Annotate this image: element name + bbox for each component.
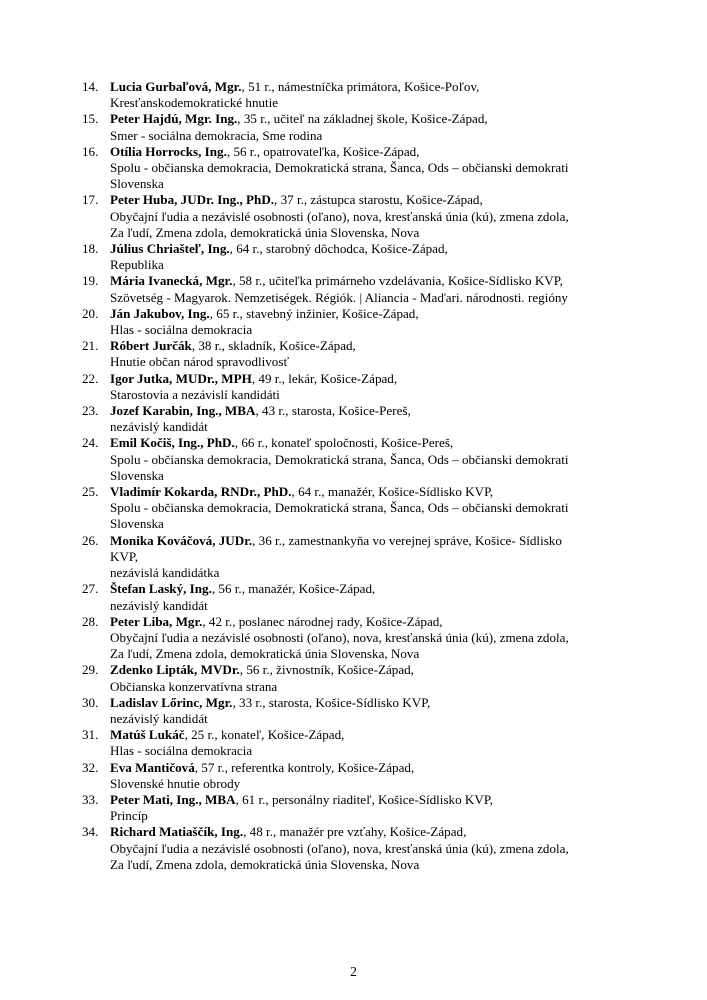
candidate-party-line: Hlas - sociálna demokracia <box>110 743 253 759</box>
candidate-entry <box>82 581 622 613</box>
candidate-entry <box>82 111 622 143</box>
candidate-name: Štefan Laský, Ing. <box>110 581 212 597</box>
candidate-list <box>82 79 622 873</box>
candidate-number: 26. <box>82 532 99 548</box>
candidate-number: 33. <box>82 791 99 807</box>
candidate-party-line: Spolu - občianska demokracia, Demokratická strana, Šanca, Ods – občianski demokrati <box>110 451 569 467</box>
candidate-details: , 66 r., konateľ spoločnosti, Košice-Pereš, <box>234 435 454 451</box>
candidate-number: 16. <box>82 143 99 159</box>
candidate-party-line: Občianska konzervatívna strana <box>110 678 278 694</box>
candidate-name: Vladimír Kokarda, RNDr., PhD. <box>110 484 292 500</box>
candidate-name: Zdenko Lipták, MVDr. <box>110 662 240 678</box>
candidate-details: , 64 r., manažér, Košice-Sídlisko KVP, <box>291 484 494 500</box>
candidate-party-line: Spolu - občianska demokracia, Demokratická strana, Šanca, Ods – občianski demokrati <box>110 160 569 176</box>
candidate-party-line: Slovenska <box>110 516 164 532</box>
candidate-number: 18. <box>82 241 99 257</box>
candidate-party-line: Slovenska <box>110 467 164 483</box>
candidate-party-line: Princíp <box>110 808 148 824</box>
candidate-details: , 48 r., manažér pre vzťahy, Košice-Západ, <box>243 824 467 840</box>
candidate-number: 24. <box>82 435 99 451</box>
page-number: 2 <box>350 964 357 979</box>
candidate-name: Monika Kováčová, JUDr. <box>110 532 253 548</box>
candidate-number: 21. <box>82 338 99 354</box>
candidate-first-line <box>110 727 622 743</box>
candidate-name: Igor Jutka, MUDr., MPH <box>110 370 252 386</box>
candidate-entry <box>82 144 622 193</box>
candidate-entry <box>82 371 622 403</box>
candidate-name: Eva Mantičová <box>110 759 195 775</box>
candidate-number: 30. <box>82 694 99 710</box>
candidate-entry <box>82 338 622 370</box>
candidate-party-line: nezávislá kandidátka <box>110 565 220 581</box>
candidate-number: 27. <box>82 581 99 597</box>
candidate-name: Peter Liba, Mgr. <box>110 613 203 629</box>
candidate-first-line <box>110 306 622 322</box>
candidate-details: , 37 r., zástupca starostu, Košice-Západ, <box>274 192 483 208</box>
candidate-details: , 42 r., poslanec národnej rady, Košice-Západ, <box>202 613 443 629</box>
candidate-first-line <box>110 792 622 808</box>
candidate-first-line <box>110 760 622 776</box>
candidate-name: Peter Mati, Ing., MBA <box>110 791 236 807</box>
candidate-name: Matúš Lukáč <box>110 727 185 743</box>
candidate-party-line: Szövetség - Magyarok. Nemzetiségek. Régiók. | Aliancia - Maďari. národnosti. regióny <box>110 289 568 305</box>
candidate-number: 25. <box>82 484 99 500</box>
candidate-name: Ladislav Lőrinc, Mgr. <box>110 694 233 710</box>
candidate-details: , 51 r., námestníčka primátora, Košice-Poľov, <box>241 79 480 94</box>
candidate-first-line <box>110 484 622 500</box>
candidate-entry <box>82 241 622 273</box>
candidate-name: Lucia Gurbaľová, Mgr. <box>110 79 242 94</box>
candidate-party-line: Za ľudí, Zmena zdola, demokratická únia Slovenska, Nova <box>110 646 420 662</box>
candidate-entry <box>82 403 622 435</box>
candidate-party-line: Smer - sociálna demokracia, Sme rodina <box>110 127 323 143</box>
candidate-first-line <box>110 662 622 678</box>
candidate-details: , 56 r., živnostník, Košice-Západ, <box>239 662 414 678</box>
candidate-first-line <box>110 533 622 549</box>
candidate-name: Peter Huba, JUDr. Ing., PhD. <box>110 192 275 208</box>
candidate-first-line <box>110 273 622 289</box>
candidate-number: 28. <box>82 613 99 629</box>
candidate-details: , 35 r., učiteľ na základnej škole, Košice-Západ, <box>237 111 488 127</box>
candidate-entry <box>82 306 622 338</box>
candidate-number: 22. <box>82 370 99 386</box>
candidate-party-line: Starostovia a nezávislí kandidáti <box>110 386 280 402</box>
candidate-name: Róbert Jurčák <box>110 338 192 354</box>
candidate-number: 20. <box>82 305 99 321</box>
candidate-name: Ján Jakubov, Ing. <box>110 305 210 321</box>
candidate-number: 17. <box>82 192 99 208</box>
candidate-details: , 36 r., zamestnankyňa vo verejnej správe, Košice- Sídlisko <box>252 532 562 548</box>
candidate-details: , 49 r., lekár, Košice-Západ, <box>251 370 398 386</box>
candidate-party-line: nezávislý kandidát <box>110 419 208 435</box>
candidate-entry <box>82 614 622 663</box>
candidate-entry <box>82 192 622 241</box>
candidate-entry <box>82 533 622 582</box>
candidate-entry <box>82 727 622 759</box>
candidate-details: , 56 r., manažér, Košice-Západ, <box>211 581 376 597</box>
candidate-name: Jozef Karabin, Ing., MBA <box>110 403 256 419</box>
candidate-party-line: Hlas - sociálna demokracia <box>110 322 253 338</box>
candidate-party-line: Hnutie občan národ spravodlivosť <box>110 354 290 370</box>
candidate-number: 15. <box>82 111 99 127</box>
candidate-party-line: Obyčajní ľudia a nezávislé osobnosti (oľano), nova, kresťanská únia (kú), zmena zdola, <box>110 629 569 645</box>
candidate-number: 29. <box>82 662 99 678</box>
candidate-name: Emil Kočiš, Ing., PhD. <box>110 435 235 451</box>
candidate-entry <box>82 695 622 727</box>
candidate-details: , 58 r., učiteľka primárneho vzdelávania, Košice-Sídlisko KVP, <box>232 273 563 289</box>
candidate-details: , 57 r., referentka kontroly, Košice-Západ, <box>194 759 415 775</box>
candidate-details: , 43 r., starosta, Košice-Pereš, <box>255 403 411 419</box>
candidate-details: , 61 r., personálny riaditeľ, Košice-Sídlisko KVP, <box>235 791 493 807</box>
candidate-entry <box>82 79 622 111</box>
candidate-first-line <box>110 435 622 451</box>
candidate-first-line <box>110 111 622 127</box>
candidate-first-line <box>110 403 622 419</box>
candidate-name: Otília Horrocks, Ing. <box>110 143 227 159</box>
candidate-name: Július Chriašteľ, Ing. <box>110 241 230 257</box>
candidate-party-line: Obyčajní ľudia a nezávislé osobnosti (oľano), nova, kresťanská únia (kú), zmena zdola, <box>110 208 569 224</box>
candidate-details: , 56 r., opatrovateľka, Košice-Západ, <box>226 143 420 159</box>
candidate-party-line: Slovenské hnutie obrody <box>110 775 241 791</box>
candidate-entry <box>82 662 622 694</box>
candidate-details: , 64 r., starobný dôchodca, Košice-Západ, <box>229 241 448 257</box>
candidate-party-line: Slovenska <box>110 176 164 192</box>
candidate-party-line: Kresťanskodemokratické hnutie <box>110 95 279 111</box>
candidate-entry <box>82 484 622 533</box>
candidate-party-line: nezávislý kandidát <box>110 597 208 613</box>
candidate-entry <box>82 824 622 873</box>
candidate-name: Peter Hajdú, Mgr. Ing. <box>110 111 238 127</box>
candidate-first-line <box>110 144 622 160</box>
candidate-first-line <box>110 241 622 257</box>
candidate-details: , 33 r., starosta, Košice-Sídlisko KVP, <box>232 694 431 710</box>
candidate-party-line: Spolu - občianska demokracia, Demokratická strana, Šanca, Ods – občianski demokrati <box>110 500 569 516</box>
candidate-party-line: Republika <box>110 257 164 273</box>
candidate-party-line: KVP, <box>110 548 139 564</box>
candidate-number: 34. <box>82 824 99 840</box>
candidate-entry <box>82 760 622 792</box>
candidate-party-line: Obyčajní ľudia a nezávislé osobnosti (oľano), nova, kresťanská únia (kú), zmena zdola, <box>110 840 569 856</box>
candidate-number: 31. <box>82 727 99 743</box>
candidate-first-line <box>110 338 622 354</box>
candidate-party-line: Za ľudí, Zmena zdola, demokratická únia Slovenska, Nova <box>110 224 420 240</box>
candidate-first-line <box>110 614 622 630</box>
candidate-name: Mária Ivanecká, Mgr. <box>110 273 233 289</box>
candidate-details: , 25 r., konateľ, Košice-Západ, <box>184 727 345 743</box>
candidate-first-line <box>110 695 622 711</box>
candidate-details: , 38 r., skladník, Košice-Západ, <box>191 338 356 354</box>
candidate-first-line <box>110 192 622 208</box>
candidate-first-line <box>110 79 622 95</box>
candidate-number: 23. <box>82 403 99 419</box>
candidate-entry <box>82 435 622 484</box>
candidate-party-line: Za ľudí, Zmena zdola, demokratická únia Slovenska, Nova <box>110 856 420 872</box>
candidate-number: 19. <box>82 273 99 289</box>
candidate-number: 32. <box>82 759 99 775</box>
candidate-name: Richard Matiaščík, Ing. <box>110 824 244 840</box>
candidate-party-line: nezávislý kandidát <box>110 710 208 726</box>
candidate-details: , 65 r., stavebný inžinier, Košice-Západ, <box>209 305 419 321</box>
candidate-first-line <box>110 824 622 840</box>
candidate-number: 14. <box>82 79 99 94</box>
candidate-entry <box>82 273 622 305</box>
candidate-first-line <box>110 581 622 597</box>
candidate-first-line <box>110 371 622 387</box>
candidate-entry <box>82 792 622 824</box>
